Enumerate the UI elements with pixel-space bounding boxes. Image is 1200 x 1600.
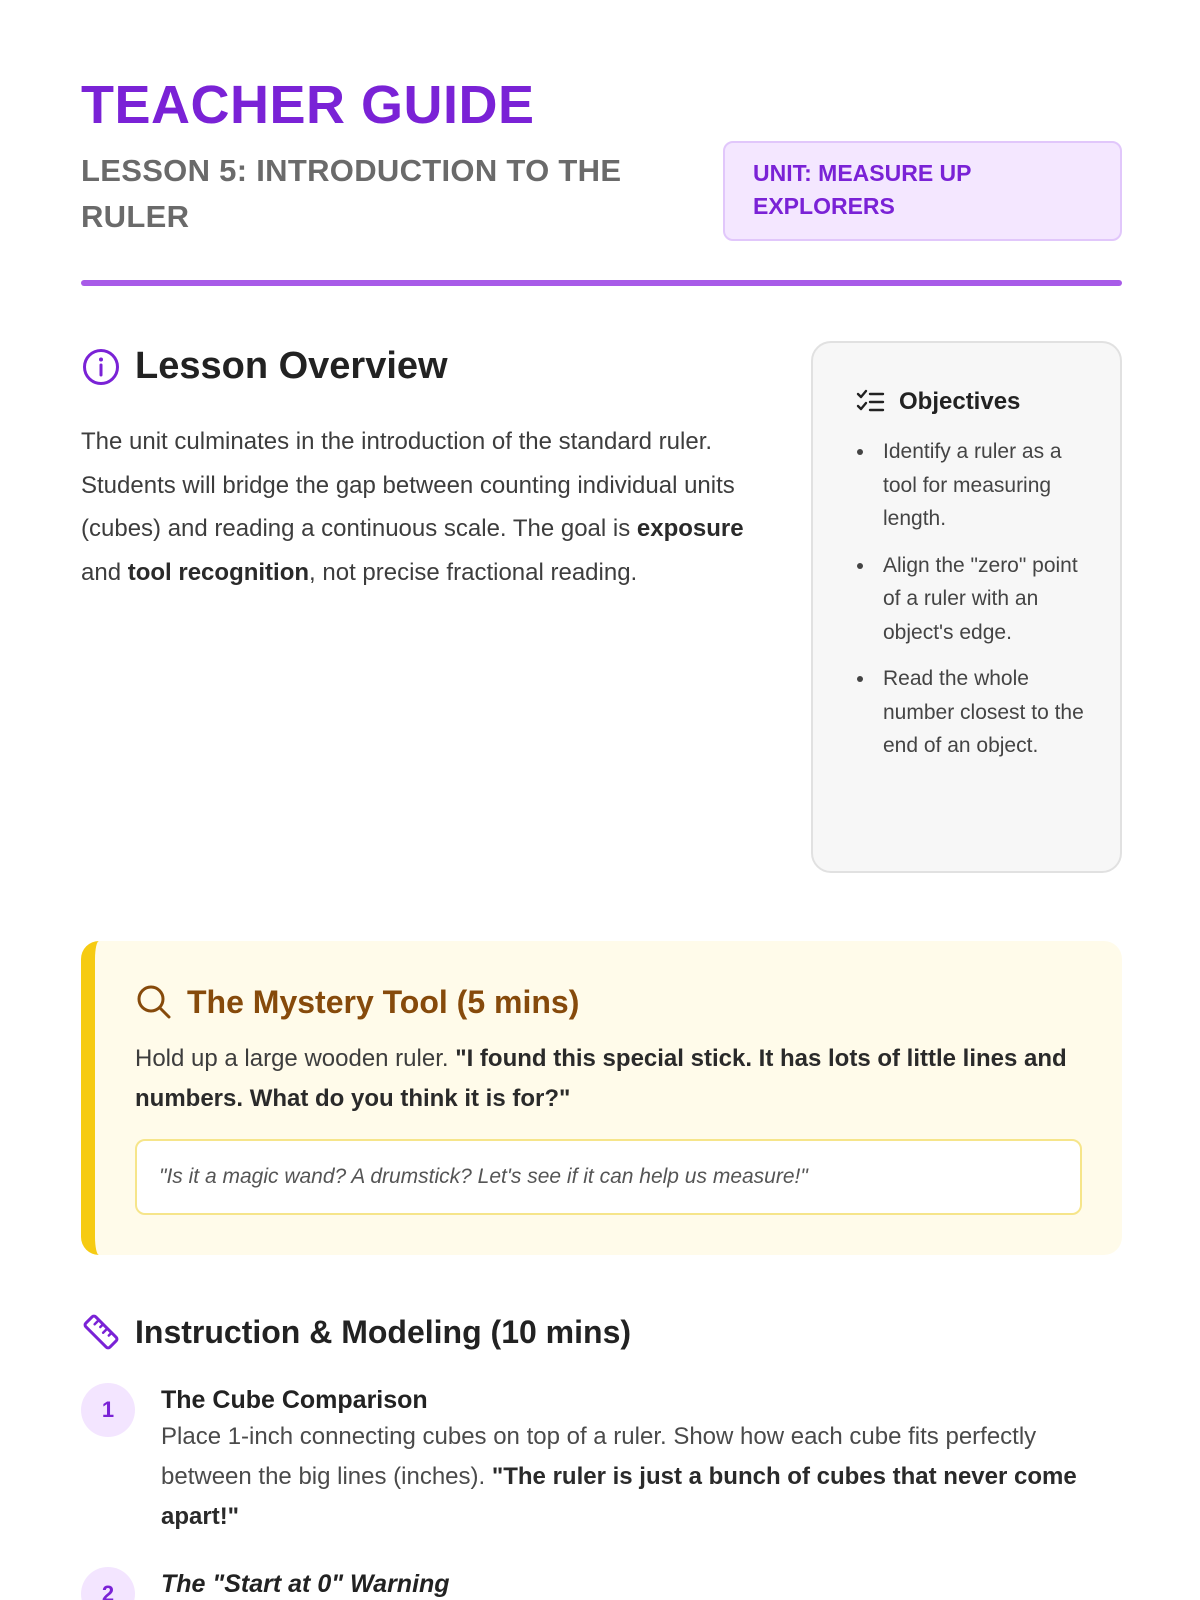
objectives-heading [855,387,1090,417]
step-number-badge: 1 [81,1383,135,1437]
overview-bold-exposure: exposure [636,515,744,542]
step-body [161,1383,1122,1537]
mystery-tool-heading [135,983,1082,1021]
mystery-tool-section [81,941,1122,1255]
mystery-tool-callout: "Is it a magic wand? A drumstick? Let's see if it can help us measure!" [135,1139,1082,1215]
step-number-badge: 2 [81,1567,135,1600]
lesson-subtitle: LESSON 5: INTRODUCTION TO THE RULER [81,153,622,234]
step-text [161,1417,1122,1537]
objective-item: Read the whole number closest to the end of an object. [855,662,1090,763]
teacher-guide-page [81,0,1122,1600]
step-title: The Cube Comparison [161,1386,428,1414]
search-icon [135,983,173,1021]
step-body [161,1567,1122,1600]
page-title: TEACHER GUIDE [81,75,535,135]
instruction-heading [81,1312,631,1352]
overview-bold-tool-recognition: tool recognition [127,558,310,586]
info-icon [81,347,121,387]
overview-text-part: The unit culminates in the introduction of the standard ruler. Students will bridge the gap between counting individual units (cubes) and reading a continuous scale. The goal is [81,428,735,542]
objective-item: Align the "zero" point of a ruler with an object's edge. [855,549,1090,650]
objective-item: Identify a ruler as a tool for measuring length. [855,435,1090,536]
instruction-title: Instruction & Modeling (10 mins) [135,1313,632,1350]
overview-text [81,420,751,594]
overview-heading [81,345,448,388]
unit-badge: UNIT: MEASURE UP EXPLORERS [723,141,1122,241]
overview-text-part: , not precise fractional reading. [309,558,638,586]
step-title: The "Start at 0" Warning [161,1570,450,1598]
objectives-title: Objectives [899,388,1021,415]
objectives-card [811,341,1122,873]
header-divider [81,280,1122,286]
step-bold-quote: "The ruler is just a bunch of cubes that never come apart!" [161,1463,1077,1530]
objectives-list [855,435,1090,763]
mystery-tool-quote: "I found this special stick. It has lots of little lines and numbers. What do you think it is for?" [135,1045,1067,1112]
overview-text-part: and [81,558,128,586]
ruler-icon [81,1312,121,1352]
mystery-tool-text [135,1039,1082,1119]
checklist-icon [855,387,885,417]
mystery-tool-text-part: Hold up a large wooden ruler. [135,1045,456,1072]
step-text-part: Place 1-inch connecting cubes on top of a ruler. Show how each cube fits perfectly between the big lines (inches). [161,1423,1037,1490]
overview-title: Lesson Overview [135,345,448,387]
mystery-tool-title: The Mystery Tool (5 mins) [187,983,580,1020]
